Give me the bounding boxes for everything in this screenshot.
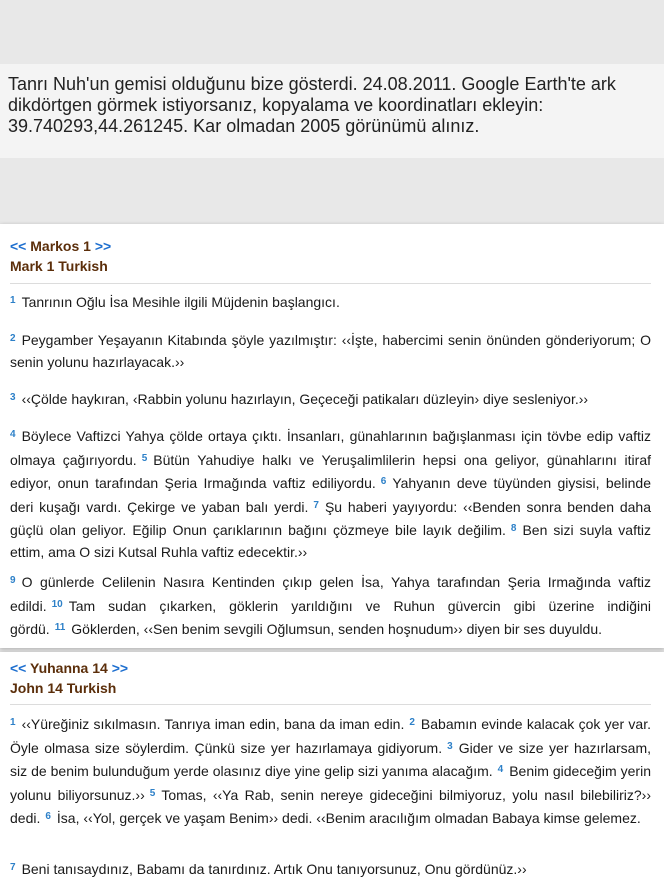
verse-number: 6 — [45, 811, 51, 822]
verse-number: 8 — [510, 523, 517, 534]
verse-number: 4 — [497, 764, 504, 775]
verse-text: Şu haberi yayıyordu: ‹‹Benden sonra benden daha güçlü olan geliyor. Eğilip Onun çarıklarının bağını çözmeye bile layık değilim. — [10, 498, 651, 538]
chapter-subtitle: Mark 1 Turkish — [10, 258, 108, 274]
chapter-title: Yuhanna 14 — [30, 660, 108, 676]
verse-text: Bütün Yahudiye halkı ve Yeruşalimlilerin hepsi ona geliyor, günahlarını itiraf ediyor, onun tarafından Şeria Irmağında vaftiz ediliyordu. — [10, 451, 651, 491]
verse-text: Peygamber Yeşayanın Kitabında şöyle yazılmıştır: ‹‹İşte, habercimi senin önünden gönderiyorum; O senin yolunu hazırlayacak.›› — [10, 332, 651, 370]
verse-text: Beni tanısaydınız, Babamı da tanırdınız. Artık Onu tanıyorsunuz, Onu gördünüz.›› — [21, 861, 527, 877]
verse-text: Tomas, ‹‹Ya Rab, senin nereye gideceğini bilmiyoruz, yolu nasıl bilebiliriz?›› dedi. — [10, 786, 651, 826]
verse-paragraph — [10, 328, 651, 373]
verse-text: Göklerden, ‹‹Sen benim sevgili Oğlumsun, senden hoşnudum›› diyen bir ses duyuldu. — [71, 621, 603, 637]
verse-number: 2 — [10, 333, 16, 344]
notice-banner — [0, 0, 664, 224]
prev-chapter-link[interactable]: << — [10, 238, 27, 254]
verse-number: 3 — [447, 740, 453, 752]
verse-number: 1 — [10, 295, 16, 306]
verse-paragraph — [10, 570, 651, 641]
chapter-title: Markos 1 — [30, 238, 91, 254]
passage-header — [10, 236, 111, 276]
verse-text: Böylece Vaftizci Yahya çölde ortaya çıktı. İnsanları, günahlarının bağışlanması için tövbe edip vaftiz olmaya çağırıyordu. — [10, 428, 651, 468]
next-chapter-link[interactable]: >> — [111, 660, 129, 676]
verse-text: ‹‹Çölde haykıran, ‹Rabbin yolunu hazırlayın, Geçeceği patikaları düzleyin› diye sesleniyor.›› — [21, 391, 589, 407]
verse-text: Yahyanın deve tüyünden giysisi, belinde deri kuşağı vardı. Çekirge ve yaban balı yerdi. — [10, 475, 652, 515]
next-chapter-link[interactable]: >> — [94, 238, 112, 254]
verse-number: 6 — [380, 476, 387, 487]
verse-number: 5 — [149, 787, 156, 799]
verse-paragraph — [10, 387, 651, 411]
verse-text: O günlerde Celilenin Nasıra Kentinden çıkıp gelen İsa, Yahya tarafından Şeria Irmağında vaftiz edildi. — [10, 574, 651, 614]
verse-number: 7 — [313, 499, 319, 511]
verse-number: 7 — [10, 862, 16, 873]
chapter-subtitle: John 14 Turkish — [10, 680, 117, 696]
verse-text: İsa, ‹‹Yol, gerçek ve yaşam Benim›› dedi. ‹‹Benim aracılığım olmadan Babaya kimse gelemez. — [56, 810, 641, 826]
verse-text: Benim gideceğim yerin yolunu biliyorsunuz.›› — [10, 763, 651, 803]
chapter-nav — [10, 658, 128, 678]
verse-number: 9 — [10, 575, 16, 586]
verse-text: Tam sudan çıkarken, göklerin yarıldığını ve Ruhun güvercin gibi üzerine indiğini gördü. — [10, 597, 651, 637]
verse-number: 11 — [54, 622, 66, 633]
passage-card-john-14 — [0, 652, 664, 886]
passage-card-mark-1 — [0, 224, 664, 648]
chapter-nav — [10, 236, 111, 256]
verse-text: Babamın evinde kalacak çok yer var. Öyle olmasa size söylerdim. Çünkü size yer hazırlamaya gidiyorum. — [10, 716, 651, 756]
verse-number: 10 — [51, 598, 63, 610]
verse-text: Ben sizi suyla vaftiz ettim, ama O sizi Kutsal Ruhla vaftiz edecektir.›› — [10, 522, 651, 560]
verse-paragraph — [10, 290, 651, 314]
verse-paragraph — [10, 424, 651, 563]
verse-text: Gider ve size yer hazırlarsam, siz de benim bulunduğum yerde olasınız diye yine gelip sizi yanıma alacağım. — [10, 739, 652, 779]
passage-header — [10, 658, 128, 698]
verse-number: 1 — [10, 717, 16, 728]
verse-paragraph — [10, 857, 651, 881]
notice-text: Tanrı Nuh'un gemisi olduğunu bize gösterdi. 24.08.2011. Google Earth'te ark dikdörtgen görmek istiyorsanız, kopyalama ve koordinatları ekleyin: 39.740293,44.261245. Kar olmadan 2005 görünümü alınız. — [8, 74, 616, 136]
verse-number: 5 — [141, 452, 148, 464]
verse-number: 3 — [10, 392, 16, 403]
verse-number: 4 — [10, 429, 16, 440]
verse-text: ‹‹Yüreğiniz sıkılmasın. Tanrıya iman edin, bana da iman edin. — [21, 716, 405, 732]
verse-text: Tanrının Oğlu İsa Mesihle ilgili Müjdenin başlangıcı. — [21, 294, 340, 310]
verse-paragraph — [10, 712, 651, 830]
verse-number: 2 — [409, 717, 415, 728]
divider — [10, 704, 651, 705]
divider — [10, 283, 651, 284]
prev-chapter-link[interactable]: << — [10, 660, 27, 676]
